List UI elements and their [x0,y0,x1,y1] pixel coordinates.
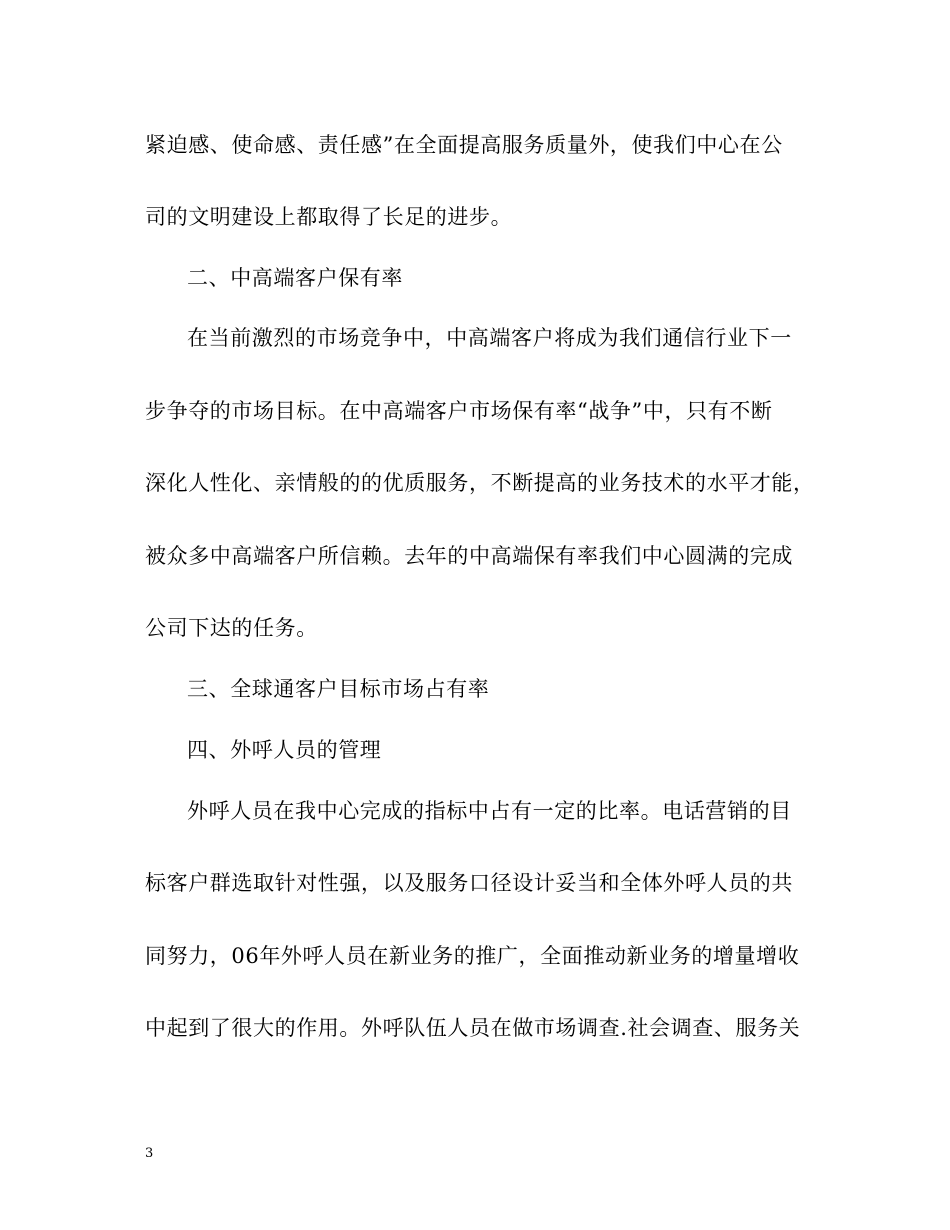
body-text-line: 紧迫感、使命感、责任感”在全面提高服务质量外，使我们中心在公 [145,133,783,157]
section-heading: 四、外呼人员的管理 [187,738,382,762]
paragraph-first-line: 外呼人员在我中心完成的指标中占有一定的比率。电话营销的目 [187,799,792,823]
paragraph-first-line: 在当前激烈的市场竞争中，中高端客户将成为我们通信行业下一 [187,326,792,350]
body-text-line: 中起到了很大的作用。外呼队伍人员在做市场调查.社会调查、服务关 [145,1016,801,1040]
body-text-line: 公司下达的任务。 [145,616,318,640]
body-text-line: 步争夺的市场目标。在中高端客户市场保有率“战争”中，只有不断 [145,399,773,423]
section-heading: 二、中高端客户保有率 [187,266,403,290]
section-heading: 三、全球通客户目标市场占有率 [187,677,490,701]
page-number: 3 [145,1146,154,1161]
body-text-line: 被众多中高端客户所信赖。去年的中高端保有率我们中心圆满的完成 [145,544,793,568]
body-text-line: 司的文明建设上都取得了长足的进步。 [145,205,513,229]
body-text-line: 标客户群选取针对性强，以及服务口径设计妥当和全体外呼人员的共 [145,871,793,895]
body-text-line: 深化人性化、亲情般的的优质服务，不断提高的业务技术的水平才能， [145,471,815,495]
body-text-line: 同努力，06年外呼人员在新业务的推广，全面推动新业务的增量增收 [145,944,800,968]
